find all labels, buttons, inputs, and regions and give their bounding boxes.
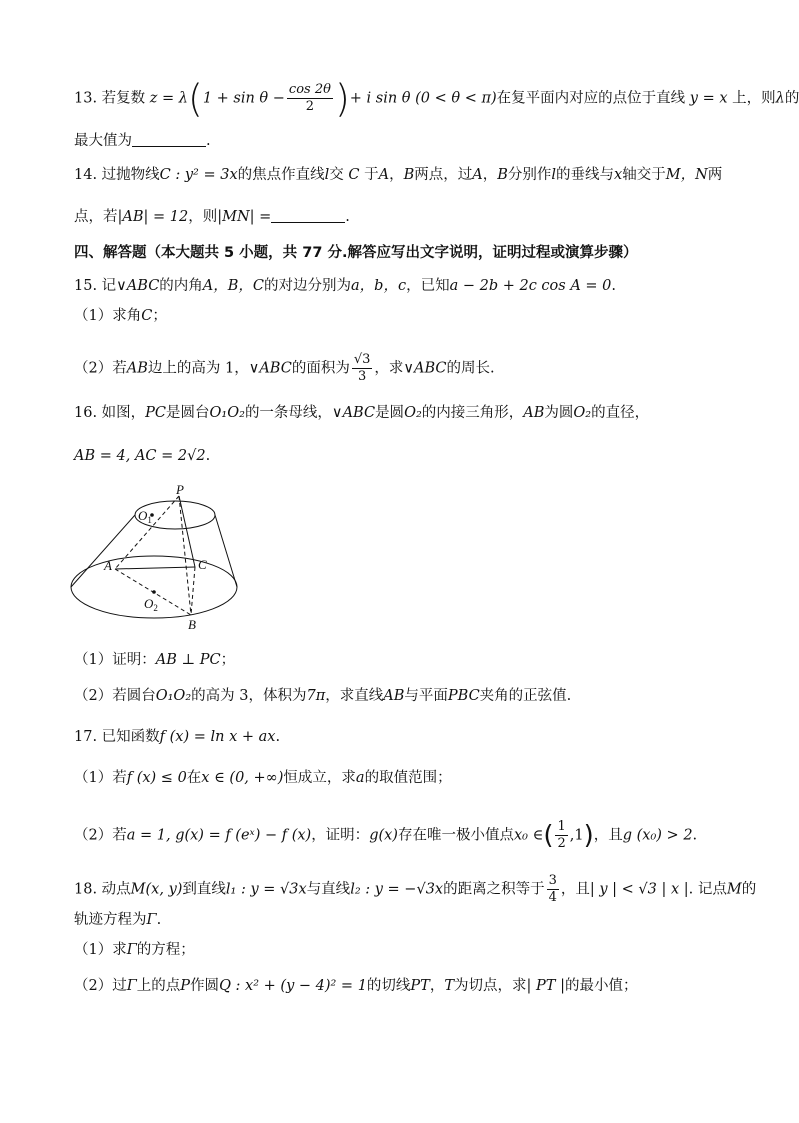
center-O2 (152, 590, 156, 594)
q14-line1: 14. 过抛物线C : y² = 3x的焦点作直线l交 C 于A，B两点，过A，B分别作l的垂线与x轴交于M，N两 (74, 167, 723, 183)
q16-sub2: （2）若圆台O₁O₂的高为 3，体积为7π，求直线AB与平面PBC夹角的正弦值. (74, 688, 572, 704)
label-O2: $O_2$ (144, 596, 158, 613)
q18-sub1: （1）求Γ的方程； (74, 942, 195, 958)
q16-sub1: （1）证明：AB ⊥ PC； (74, 652, 236, 668)
segment-PB (179, 496, 191, 615)
q18-sub2: （2）过Γ上的点P作圆Q : x² + (y − 4)² = 1的切线PT，T为切点，求| PT |的最小值； (74, 978, 638, 994)
q17-sub2: （2）若a = 1, g(x) = f (eˣ) − f (x)，证明：g(x)存在唯一极小值点x₀ ∈( $\frac{1}{2}$ ,1)，且g (x₀) > 2. (74, 819, 698, 851)
q13-line1: 13. 若复数 z = λ(1 + sin θ − $\frac{\cos 2\theta}{2}$ )+ i sin θ (0 < θ < π)在复平面内对应的点位于直线 y = x 上，则λ的 (74, 76, 799, 121)
q14-line2: 点，若|AB| = 12，则|MN| = . (74, 209, 350, 225)
q16-stem-line2: AB = 4, AC = 2√2. (74, 448, 211, 464)
answer-blank (132, 132, 206, 147)
side-right (215, 515, 237, 587)
q18-stem-line1: 18. 动点M(x, y)到直线l₁ : y = √3x与直线l₂ : y = −√3x的距离之积等于 $\frac{3}{4}$ ，且| y | < √3 | x |. 记点M的 (74, 873, 757, 905)
q13-line2: 最大值为 . (74, 133, 211, 149)
segment-PC (179, 496, 195, 567)
label-C: C (198, 557, 207, 572)
label-O1: $O_1$ (138, 508, 152, 525)
label-P: P (176, 482, 184, 497)
section-heading: 四、解答题（本大题共 5 小题，共 77 分.解答应写出文字说明，证明过程或演算步骤） (74, 245, 638, 261)
product-fraction: $\frac{3}{4}$ (548, 873, 557, 905)
q15-stem: 15. 记∨ABC的内角A，B，C的对边分别为a，b，c，已知a − 2b + 2c cos A = 0. (74, 278, 617, 294)
q15-sub2: （2）若AB边上的高为 1，∨ABC的面积为 $\frac{√3}{3}$ ，求∨ABC的周长. (74, 352, 495, 384)
q13-fraction: $\frac{\cos 2\theta}{2}$ (288, 82, 331, 114)
answer-blank (271, 208, 345, 223)
q17-sub1: （1）若f (x) ≤ 0在x ∈ (0, +∞)恒成立，求a的取值范围； (74, 770, 452, 786)
q18-stem-line2: 轨迹方程为Γ. (74, 912, 162, 928)
area-fraction: $\frac{√3}{3}$ (353, 352, 371, 384)
half-fraction: $\frac{1}{2}$ (557, 819, 566, 851)
q17-stem: 17. 已知函数f (x) = ln x + ax. (74, 729, 281, 745)
segment-CB (191, 567, 195, 615)
label-A: A (104, 558, 112, 573)
side-left (71, 515, 135, 587)
label-B: B (188, 617, 196, 632)
frustum-figure (68, 484, 248, 634)
segment-AC (115, 567, 195, 569)
q16-stem-line1: 16. 如图，PC是圆台O₁O₂的一条母线，∨ABC是圆O₂的内接三角形，AB为圆O₂的直径， (74, 405, 650, 421)
q15-sub1: （1）求角C； (74, 308, 167, 324)
